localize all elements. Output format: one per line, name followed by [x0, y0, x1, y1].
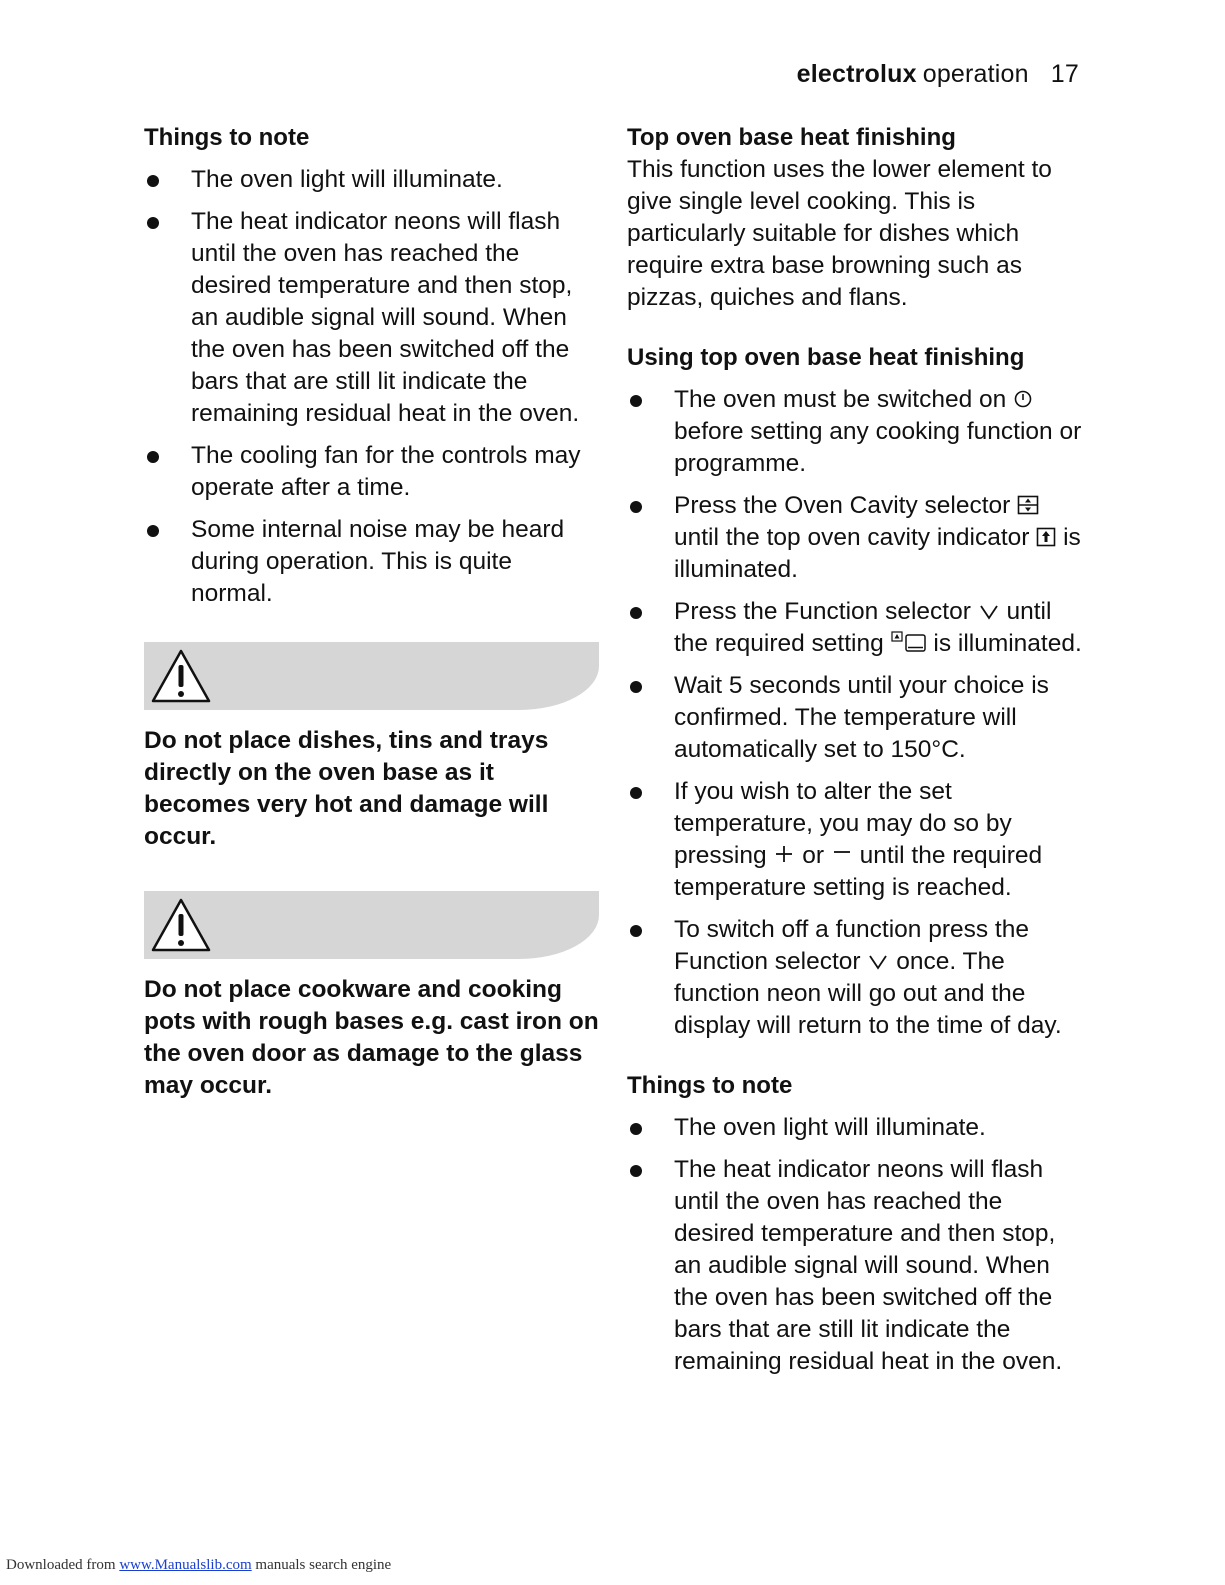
- base-heat-setting-icon: [891, 631, 927, 653]
- warning-triangle-icon: [150, 897, 212, 953]
- list-item: The cooling fan for the controls may operate after a time.: [144, 440, 599, 504]
- top-oven-cavity-icon: [1036, 527, 1056, 547]
- base-heat-heading: Top oven base heat finishing: [627, 124, 956, 151]
- warning-triangle-icon: [150, 648, 212, 704]
- warning-text-oven-door: Do not place cookware and cooking pots with rough bases e.g. cast iron on the oven door as damage to the glass may occur.: [144, 976, 599, 1099]
- right-column: [627, 122, 1089, 1388]
- warning-banner: [144, 642, 599, 710]
- page-footer: Downloaded from www.Manualslib.com manuals search engine: [6, 1557, 392, 1573]
- list-item: The oven must be switched on before setting any cooking function or programme.: [627, 384, 1089, 480]
- list-item: The heat indicator neons will flash until the oven has reached the desired temperature and then stop, an audible signal will sound. When the oven has been switched off the bars that are still lit indicate the remaining residual heat in the oven.: [627, 1154, 1089, 1378]
- chevron-down-icon: [978, 603, 1000, 621]
- list-item: Press the Oven Cavity selector until the top oven cavity indicator is illuminated.: [627, 490, 1089, 586]
- things-to-note-list: [144, 164, 599, 610]
- list-item: To switch off a function press the Function selector once. The function neon will go out and the display will return to the time of day.: [627, 914, 1089, 1042]
- list-item: The oven light will illuminate.: [627, 1112, 1089, 1144]
- warning-banner: [144, 891, 599, 959]
- section-name: operation: [922, 60, 1029, 88]
- things-to-note-heading: Things to note: [627, 1072, 793, 1099]
- chevron-down-icon: [867, 953, 889, 971]
- steps-list: [627, 384, 1089, 1042]
- oven-cavity-selector-icon: [1017, 495, 1039, 515]
- power-icon: [1013, 389, 1033, 409]
- using-base-heat-heading: Using top oven base heat finishing: [627, 344, 1025, 371]
- minus-icon: [831, 843, 853, 865]
- things-to-note-heading: Things to note: [144, 124, 310, 151]
- things-to-note-list: [627, 1112, 1089, 1378]
- base-heat-description: This function uses the lower element to give single level cooking. This is particularly suitable for dishes which require extra base browning such as pizzas, quiches and flans.: [627, 156, 1052, 311]
- page-number: 17: [1050, 60, 1079, 88]
- manualslib-link[interactable]: www.Manualslib.com: [119, 1557, 252, 1573]
- list-item: The heat indicator neons will flash until the oven has reached the desired temperature and then stop, an audible signal will sound. When the oven has been switched off the bars that are still lit indicate the remaining residual heat in the oven.: [144, 206, 599, 430]
- brand-name: electrolux: [796, 60, 917, 88]
- list-item: Some internal noise may be heard during operation. This is quite normal.: [144, 514, 599, 610]
- list-item: Wait 5 seconds until your choice is confirmed. The temperature will automatically set to 150°C.: [627, 670, 1089, 766]
- list-item: Press the Function selector until the required setting is illuminated.: [627, 596, 1089, 660]
- warning-text-oven-base: Do not place dishes, tins and trays directly on the oven base as it becomes very hot and damage will occur.: [144, 727, 549, 850]
- list-item: The oven light will illuminate.: [144, 164, 599, 196]
- list-item: If you wish to alter the set temperature, you may do so by pressing or until the required temperature setting is reached.: [627, 776, 1089, 904]
- left-column: [144, 122, 599, 1102]
- plus-icon: [773, 843, 795, 865]
- page-header: [797, 60, 1079, 89]
